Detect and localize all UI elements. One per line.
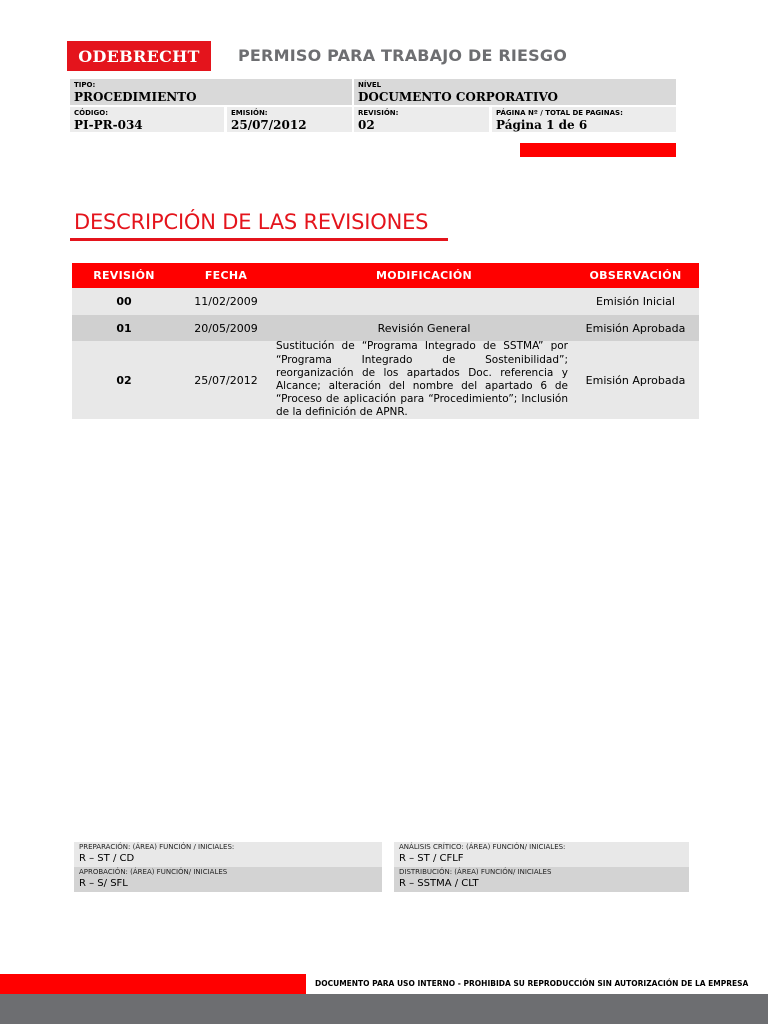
table-header [72,263,699,288]
column-header-fecha: FECHA [204,269,248,282]
document-title: PERMISO PARA TRABAJO DE RIESGO [238,46,568,65]
distribucion-label: DISTRIBUCIÓN: (ÁREA) FUNCIÓN/ INICIALES [399,868,552,876]
table-row [72,315,699,341]
cell-observacion: Emisión Aprobada [585,373,686,387]
column-header-observacion: OBSERVACIÓN [589,269,682,282]
analisis-cell [394,842,689,867]
cell-revision: 00 [116,295,132,308]
analisis-label: ANÁLISIS CRÍTICO: (ÁREA) FUNCIÓN/ INICIALES: [399,843,566,851]
distribucion-cell [394,867,689,892]
tipo-cell [70,79,352,105]
column-header-modificacion: MODIFICACIÓN [375,269,473,282]
preparacion-value: R – ST / CD [79,853,135,864]
footer-red-bar [0,974,306,994]
cell-fecha: 25/07/2012 [194,373,258,387]
codigo-cell [70,107,224,132]
table-row [72,341,699,419]
tipo-value: PROCEDIMIENTO [74,90,197,104]
emision-cell [227,107,352,132]
aprobacion-cell [74,867,382,892]
preparacion-cell [74,842,382,867]
cell-revision: 02 [116,373,132,387]
section-title: DESCRIPCIÓN DE LAS REVISIONES [74,210,429,234]
revision-value: 02 [358,118,375,132]
pagina-label: PÁGINA Nº / TOTAL DE PAGINAS: [496,109,623,117]
nivel-value: DOCUMENTO CORPORATIVO [358,90,559,104]
codigo-label: CÓDIGO: [74,109,108,117]
company-logo [67,41,211,71]
section-underline [70,238,448,241]
table-row [72,288,699,315]
cell-fecha: 20/05/2009 [194,321,258,335]
column-header-revision: REVISIÓN [93,269,155,282]
cell-revision: 01 [116,321,132,335]
cell-modificacion: Revisión General [377,321,471,335]
footer-gray-bar [0,994,768,1024]
cell-fecha: 11/02/2009 [194,295,258,308]
footer-notice: DOCUMENTO PARA USO INTERNO - PROHIBIDA SU REPRODUCCIÓN SIN AUTORIZACIÓN DE LA EMPRESA [315,979,749,988]
revisions-table [72,263,699,419]
pagina-cell [492,107,676,132]
tipo-label: TIPO: [74,81,96,89]
codigo-value: PI-PR-034 [74,118,143,132]
cell-observacion: Emisión Aprobada [585,321,686,335]
emision-value: 25/07/2012 [231,118,307,132]
distribucion-value: R – SSTMA / CLT [399,878,479,889]
preparacion-label: PREPARACIÓN: (ÁREA) FUNCIÓN / INICIALES: [79,843,235,851]
revision-label: REVISIÓN: [358,109,399,117]
cell-observacion: Emisión Inicial [596,295,675,308]
nivel-cell [354,79,676,105]
nivel-label: NÍVEL [358,81,382,89]
revision-cell [354,107,489,132]
aprobacion-value: R – S/ SFL [79,878,128,889]
approval-box [74,842,689,893]
analisis-value: R – ST / CFLF [399,853,464,864]
cell-modificacion: Sustitución de “Programa Integrado de SSTMA” por “Programa Integrado de Sostenibilidad”; reorganización de los apartados Doc. referencia y Alcance; alteración del nombre del apartado 6 de “Proceso de aplicación para “Procedimiento”; Inclusión de la definición de APNR. [276,340,568,419]
logo-text: ODEBRECHT [78,46,200,66]
aprobacion-label: APROBACIÓN: (ÁREA) FUNCIÓN/ INICIALES [79,868,228,876]
header-red-strip [520,143,676,157]
emision-label: EMISIÓN: [231,109,268,117]
pagina-value: Página 1 de 6 [496,118,588,132]
